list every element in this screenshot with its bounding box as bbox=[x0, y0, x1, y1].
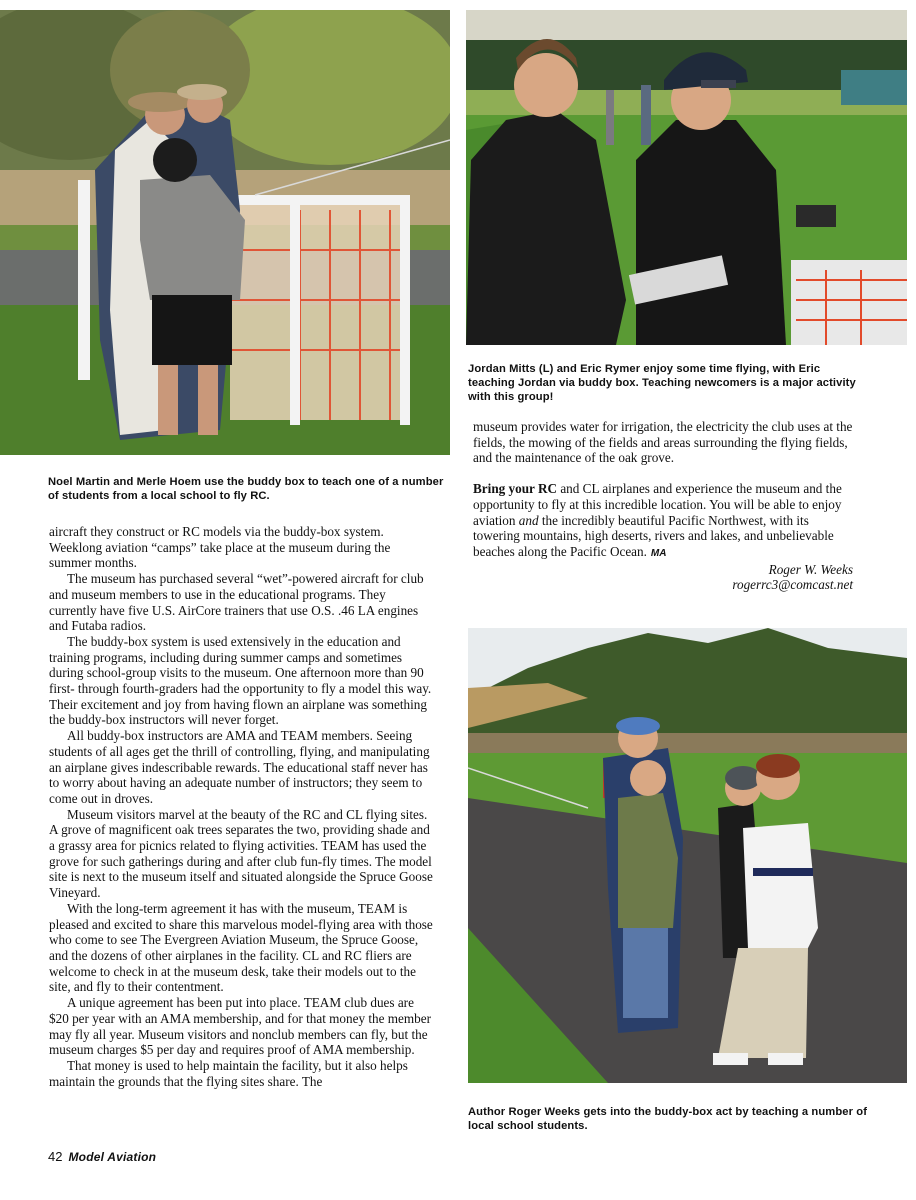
paragraph: aircraft they construct or RC models via the buddy-box system. Weeklong aviation “camps” take place at the museum during the summer months. bbox=[49, 524, 391, 571]
caption-top-right: Jordan Mitts (L) and Eric Rymer enjoy some time flying, with Eric teaching Jordan via buddy box. Teaching newcomers is a major activity with this group! bbox=[468, 363, 856, 403]
page-number: 42 bbox=[48, 1149, 63, 1164]
lead-in: Bring your RC bbox=[473, 481, 558, 497]
caption-bottom-right: Author Roger Weeks gets into the buddy-box act by teaching a number of local school students. bbox=[468, 1106, 868, 1132]
paragraph: A unique agreement has been put into place. TEAM club dues are $20 per year with an AMA membership, and for that money the member may fly all year. Museum visitors and nonclub members can fly, but the museum charges $5 per day and requires proof of AMA membership. bbox=[49, 995, 431, 1058]
photo-jordan-and-eric-image bbox=[466, 10, 907, 345]
photo-roger-weeks-with-students-image bbox=[468, 628, 907, 1083]
magazine-title: Model Aviation bbox=[68, 1150, 157, 1164]
photo-roger-weeks-with-students bbox=[468, 628, 907, 1083]
paragraph: With the long-term agreement it has with the museum, TEAM is pleased and excited to share this marvelous model-flying area with those who come to see The Evergreen Aviation Museum, the Spruce Goose, and the dozens of other airplanes in the facility. CL and RC fliers are welcome to check in at the museum desk, take their models out to the site, and fly to their contentment. bbox=[49, 900, 433, 995]
end-mark: MA bbox=[650, 547, 667, 559]
page-footer bbox=[48, 1149, 156, 1164]
author-name: Roger W. Weeks bbox=[768, 561, 853, 577]
photo-jordan-and-eric bbox=[466, 10, 907, 345]
caption-top-left: Noel Martin and Merle Hoem use the buddy box to teach one of a number of students from a local school to fly RC. bbox=[48, 476, 444, 502]
article-left-column bbox=[49, 524, 433, 1089]
article-right-column bbox=[473, 419, 853, 593]
author-email: rogerrc3@comcast.net bbox=[732, 577, 853, 593]
paragraph: The buddy-box system is used extensively in the education and training programs, including during summer camps and sometimes during school-group visits to the museum. One afternoon more than 90 first- through fourth-graders had the opportunity to fly a model this way. Their excitement and joy from having flown an airplane was something the buddy-box instructors will never forget. bbox=[49, 633, 432, 728]
photo-instructors-with-student-image bbox=[0, 10, 450, 455]
paragraph: The museum has purchased several “wet”-powered aircraft for club and museum members to use in the educational programs. They currently have five U.S. AirCore trainers that use O.S. .46 LA engines and Futaba radios. bbox=[49, 571, 424, 634]
closing-paragraph: Bring your RC and CL airplanes and experience the museum and the opportunity to fly at this incredible location. You will be able to enjoy aviation and the incredibly beautiful Pacific Northwest, with its towering mountains, high deserts, rivers and lakes, and unbelievable beaches along the Pacific Ocean. MA bbox=[473, 481, 842, 559]
paragraph: That money is used to help maintain the facility, but it also helps maintain the grounds that the flying sites share. The bbox=[49, 1057, 408, 1089]
paragraph: All buddy-box instructors are AMA and TEAM members. Seeing students of all ages get the thrill of controlling, flying, and manipulating an airplane gives indescribable rewards. The educational staff never has to worry about having an adequate number of instructors; they seem to come out in droves. bbox=[49, 728, 430, 806]
paragraph: museum provides water for irrigation, the electricity the club uses at the fields, the mowing of the fields and areas surrounding the flying fields, and the maintenance of the oak grove. bbox=[473, 419, 853, 466]
photo-instructors-with-student bbox=[0, 10, 450, 455]
paragraph: Museum visitors marvel at the beauty of the RC and CL flying sites. A grove of magnificent oak trees separates the two, providing shade and a grassy area for picnics related to flying activities. TEAM has used the grove for such gatherings during and after club fun-fly times. The model site is next to the museum itself and situated alongside the Spruce Goose Vineyard. bbox=[49, 806, 433, 901]
